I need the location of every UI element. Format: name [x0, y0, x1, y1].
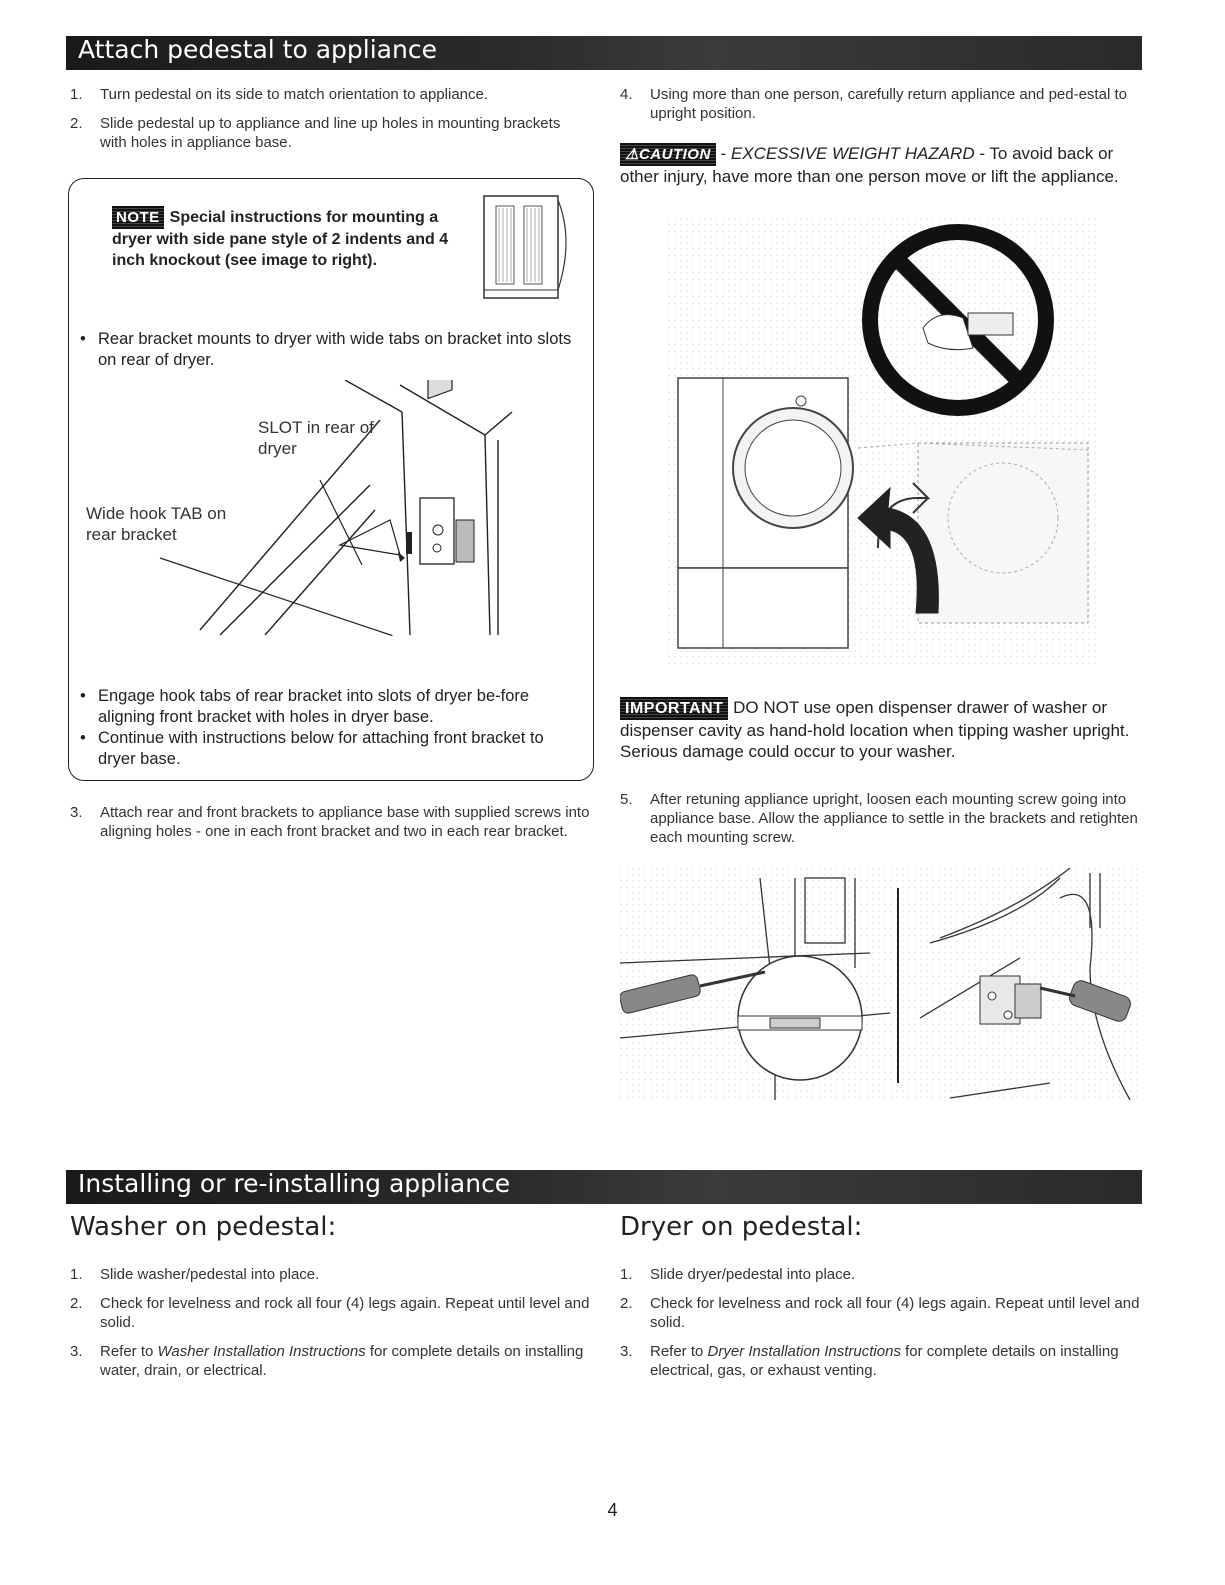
- step-5: [620, 790, 1140, 857]
- note-bullet-1: • Rear bracket mounts to dryer with wide tabs on bracket into slots on rear of dryer.: [80, 329, 580, 371]
- section-header-installing: [66, 1170, 1142, 1204]
- caution-badge: ⚠CAUTION: [620, 143, 716, 166]
- step-item: 3. Refer to Washer Installation Instructions for complete details on installing water, drain, or electrical.: [70, 1343, 584, 1379]
- section-title: Installing or re-installing appliance: [78, 1169, 511, 1198]
- washer-heading: Washer on pedestal:: [70, 1212, 337, 1242]
- callout-tab-label: Wide hook TAB on rear bracket: [86, 504, 227, 544]
- step-item: 3. Refer to Dryer Installation Instructions for complete details on installing electrical, gas, or exhaust venting.: [620, 1343, 1119, 1379]
- step-item: 5. After retuning appliance upright, loosen each mounting screw going into appliance base. Allow the appliance to settle in the brackets and retighten each mounting screw.: [620, 791, 1138, 846]
- dryer-heading: Dryer on pedestal:: [620, 1212, 863, 1242]
- callout-slot-label: SLOT in rear of dryer: [258, 418, 374, 458]
- note-text: NOTE Special instructions for mounting a dryer with side pane style of 2 indents and 4 inch knockout (see image to right).: [112, 206, 472, 271]
- note-badge: NOTE: [112, 206, 164, 229]
- step-item: 1. Slide washer/pedestal into place.: [70, 1266, 320, 1283]
- washer-upright-illustration: [668, 218, 1098, 666]
- important-text: IMPORTANT DO NOT use open dispenser drawer of washer or dispenser cavity as hand-hold location when tipping washer upright. Serious damage could occur to your washer.: [620, 698, 1130, 761]
- section-title: Attach pedestal to appliance: [78, 35, 437, 64]
- step-item: 3. Attach rear and front brackets to appliance base with supplied screws into aligning holes - one in each front bracket and two in each rear bracket.: [70, 804, 590, 840]
- step-item: 2. Slide pedestal up to appliance and line up holes in mounting brackets with holes in appliance base.: [70, 115, 561, 151]
- step-3: [70, 803, 590, 851]
- caution-text: ⚠CAUTION - EXCESSIVE WEIGHT HAZARD - To avoid back or other injury, have more than one person move or lift the appliance.: [620, 144, 1119, 186]
- page-number: 4: [607, 1500, 618, 1520]
- section-header-attach: [66, 36, 1142, 70]
- mounting-screw-illustration: [620, 868, 1140, 1100]
- dryer-steps: [620, 1265, 1140, 1390]
- steps-list-left: [70, 85, 580, 162]
- step-item: 1. Turn pedestal on its side to match orientation to appliance.: [70, 86, 489, 103]
- step-item: 1. Slide dryer/pedestal into place.: [620, 1266, 856, 1283]
- washer-steps: [70, 1265, 590, 1390]
- note-bullets-2: • Engage hook tabs of rear bracket into slots of dryer be-fore aligning front bracket with holes in dryer base. • Continue with instructions below for attaching front bracket to dryer base.: [80, 686, 580, 770]
- step-item: 2. Check for levelness and rock all four (4) legs again. Repeat until level and solid.: [70, 1295, 590, 1331]
- step-4: [620, 85, 1140, 133]
- step-item: 4. Using more than one person, carefully return appliance and ped-estal to upright position.: [620, 86, 1127, 122]
- important-badge: IMPORTANT: [620, 697, 728, 720]
- dryer-side-panel-image: [478, 190, 578, 302]
- step-item: 2. Check for levelness and rock all four (4) legs again. Repeat until level and solid.: [620, 1295, 1140, 1331]
